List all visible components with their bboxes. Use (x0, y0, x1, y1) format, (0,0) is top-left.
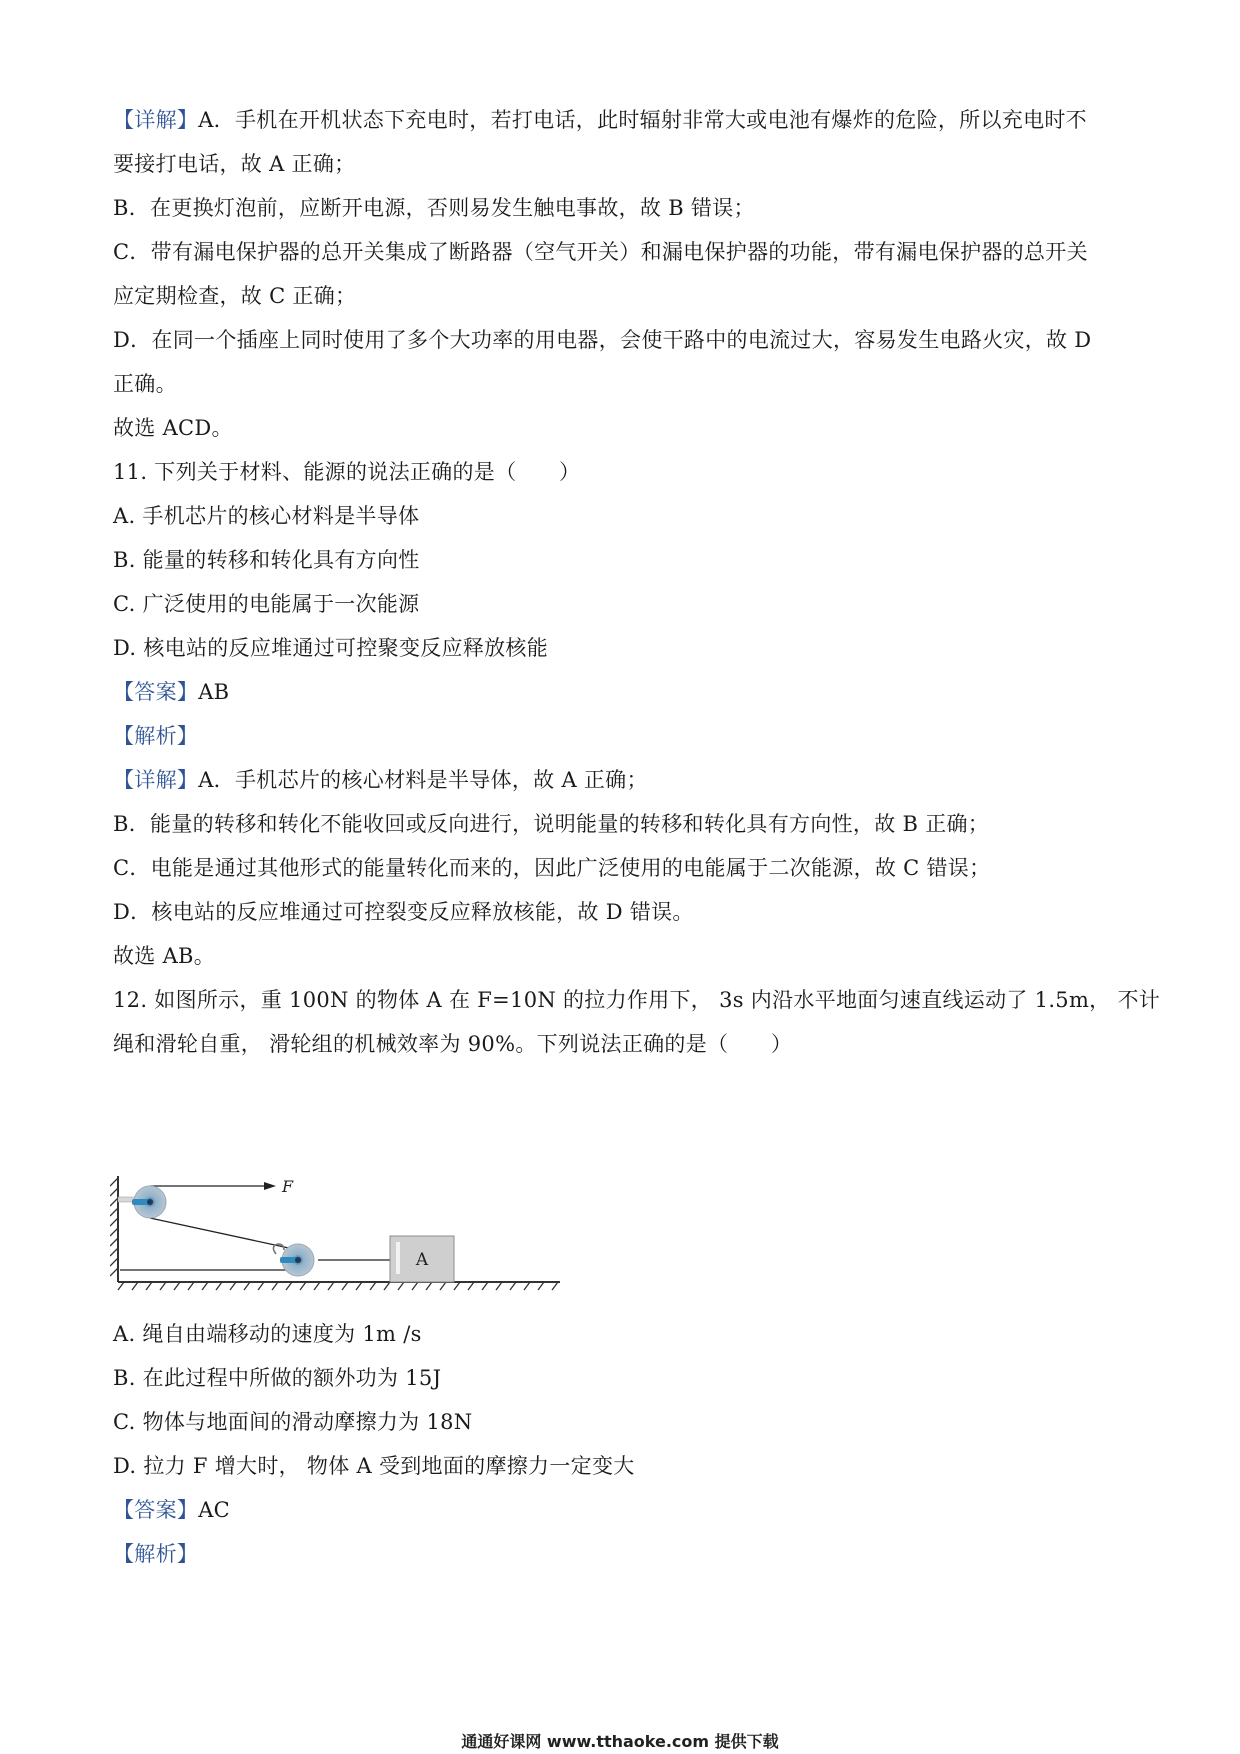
q11-option-a: A. 手机芯片的核心材料是半导体 (113, 504, 420, 528)
answer-value: AB (198, 680, 230, 704)
q10-conclusion: 故选 ACD。 (113, 416, 233, 440)
q11-option-d: D. 核电站的反应堆通过可控聚变反应释放核能 (113, 636, 549, 660)
q10-detail-b: B．在更换灯泡前，应断开电源，否则易发生触电事故，故 B 错误； (113, 196, 755, 220)
q11-stem: 11. 下列关于材料、能源的说法正确的是（ ） (113, 460, 581, 484)
footer-watermark: 通通好课网 www.tthaoke.com 提供下载 (461, 1732, 779, 1751)
force-label: F (282, 1177, 294, 1196)
pulley-system-figure (110, 1172, 560, 1294)
q10-detail-a-line1 (113, 106, 1133, 134)
wall (110, 1176, 118, 1282)
q12-option-b: B. 在此过程中所做的额外功为 15J (113, 1366, 442, 1390)
detail-text: A．手机在开机状态下充电时，若打电话，此时辐射非常大或电池有爆炸的危险，所以充电时不 (198, 108, 1087, 132)
q12-option-d: D. 拉力 F 增大时， 物体 A 受到地面的摩擦力一定变大 (113, 1454, 635, 1478)
analysis-tag: 【解析】 (113, 1542, 199, 1566)
q10-detail-a-line2: 要接打电话，故 A 正确； (113, 152, 356, 176)
q12-stem-line2: 绳和滑轮自重， 滑轮组的机械效率为 90%。下列说法正确的是（ ） (113, 1032, 793, 1056)
detail-tag: 【详解】 (113, 768, 199, 792)
q11-conclusion: 故选 AB。 (113, 944, 216, 968)
q12-option-a: A. 绳自由端移动的速度为 1m /s (113, 1322, 422, 1346)
q10-detail-d-line1: D．在同一个插座上同时使用了多个大功率的用电器，会使干路中的电流过大，容易发生电路火灾，故 D (113, 328, 1092, 352)
q11-detail-c: C．电能是通过其他形式的能量转化而来的，因此广泛使用的电能属于二次能源，故 C 错误； (113, 856, 991, 880)
detail-text: A．手机芯片的核心材料是半导体，故 A 正确； (198, 768, 648, 792)
q10-detail-c-line2: 应定期检查，故 C 正确； (113, 284, 357, 308)
answer-tag: 【答案】 (113, 1498, 199, 1522)
q11-option-b: B. 能量的转移和转化具有方向性 (113, 548, 420, 572)
q12-stem-line1: 12. 如图所示，重 100N 的物体 A 在 F=10N 的拉力作用下， 3s 内沿水平地面匀速直线运动了 1.5m， 不计 (113, 988, 1161, 1012)
fixed-pulley (118, 1186, 166, 1218)
analysis-tag: 【解析】 (113, 724, 199, 748)
q12-answer (113, 1496, 1133, 1524)
q11-detail-b: B．能量的转移和转化不能收回或反向进行，说明能量的转移和转化具有方向性，故 B 正确； (113, 812, 990, 836)
answer-value: AC (198, 1498, 231, 1522)
detail-tag: 【详解】 (113, 108, 199, 132)
block-a (390, 1236, 454, 1282)
q11-option-c: C. 广泛使用的电能属于一次能源 (113, 592, 420, 616)
q11-analysis-tag (113, 722, 1133, 750)
q12-option-c: C. 物体与地面间的滑动摩擦力为 18N (113, 1410, 473, 1434)
q12-analysis-tag (113, 1540, 1133, 1568)
force-arrow (250, 1177, 294, 1196)
block-label: A (415, 1250, 429, 1270)
movable-pulley (273, 1244, 314, 1276)
q10-detail-c-line1: C．带有漏电保护器的总开关集成了断路器（空气开关）和漏电保护器的功能，带有漏电保护器的总开关 (113, 240, 1088, 264)
q10-detail-d-line2: 正确。 (113, 372, 177, 396)
q11-detail-d: D．核电站的反应堆通过可控裂变反应释放核能，故 D 错误。 (113, 900, 694, 924)
q11-answer (113, 678, 1133, 706)
q11-detail-a (113, 766, 1133, 794)
answer-tag: 【答案】 (113, 680, 199, 704)
ground (118, 1282, 560, 1290)
